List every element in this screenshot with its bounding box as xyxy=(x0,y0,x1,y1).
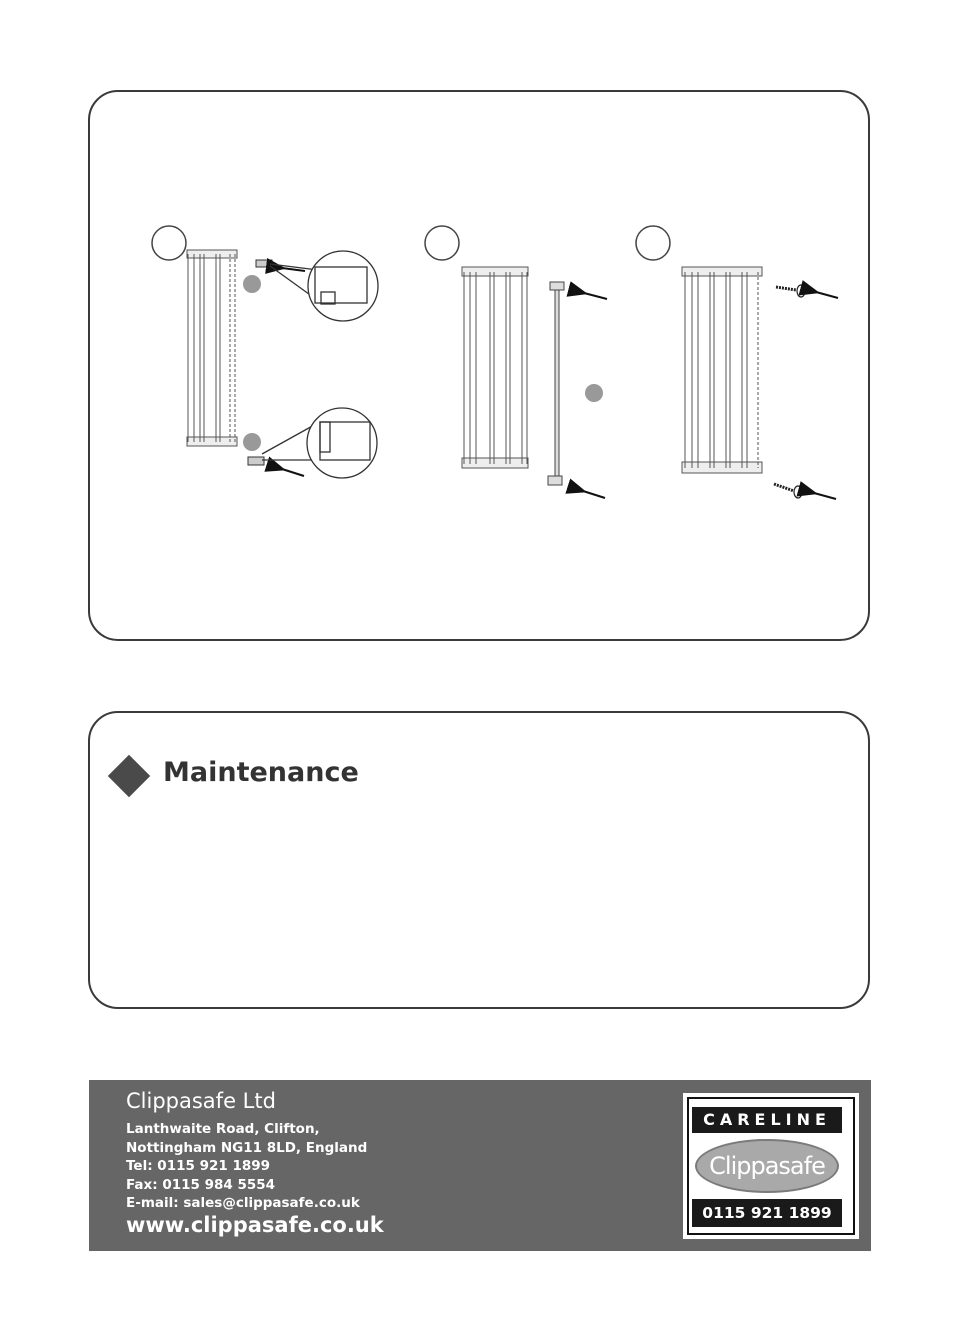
company-name: Clippasafe Ltd xyxy=(126,1089,276,1113)
fax: Fax: 0115 984 5554 xyxy=(126,1176,276,1193)
zoom-callout-top xyxy=(270,251,378,321)
marker-dot-step2 xyxy=(585,384,603,402)
address-line: Lanthwaite Road, Clifton, xyxy=(126,1121,320,1137)
screw-bottom xyxy=(774,484,802,498)
address-line: Nottingham NG11 8LD, England xyxy=(126,1139,368,1156)
website-link[interactable]: www.clippasafe.co.uk xyxy=(126,1213,384,1237)
connector-bottom xyxy=(248,457,264,465)
company-address xyxy=(126,1120,367,1213)
email: E-mail: sales@clippasafe.co.uk xyxy=(126,1195,360,1211)
maintenance-panel xyxy=(88,711,870,1009)
assembly-diagram-panel xyxy=(88,90,870,641)
footer-contact-block xyxy=(89,1080,871,1251)
connector-top xyxy=(256,260,272,267)
careline-phone: 0115 921 1899 xyxy=(692,1199,842,1227)
careline-badge xyxy=(683,1093,859,1239)
telephone: Tel: 0115 921 1899 xyxy=(126,1158,271,1174)
diamond-bullet-icon xyxy=(108,755,150,797)
step-2-extension-panel xyxy=(462,267,528,468)
step-3-extension-panel xyxy=(682,267,762,473)
arrow-step1-bottom xyxy=(282,469,304,476)
step-1-circle xyxy=(152,226,186,260)
step-2-end-post xyxy=(548,282,564,485)
step-1-extension-panel xyxy=(187,250,237,446)
arrow-step2-bottom xyxy=(583,491,605,498)
arrow-step3-top xyxy=(816,292,838,298)
maintenance-heading: Maintenance xyxy=(163,757,359,788)
screw-top xyxy=(776,285,805,297)
zoom-callout-bottom xyxy=(262,408,377,478)
marker-dot-bottom xyxy=(243,433,261,451)
clippasafe-logo: Clippasafe xyxy=(695,1139,839,1193)
arrow-step2-top xyxy=(584,293,607,299)
careline-label: CARELINE xyxy=(692,1107,842,1133)
arrow-step3-bottom xyxy=(814,493,836,499)
step-2-circle xyxy=(425,226,459,260)
marker-dot-top xyxy=(243,275,261,293)
assembly-diagram xyxy=(90,92,868,639)
step-3-circle xyxy=(636,226,670,260)
